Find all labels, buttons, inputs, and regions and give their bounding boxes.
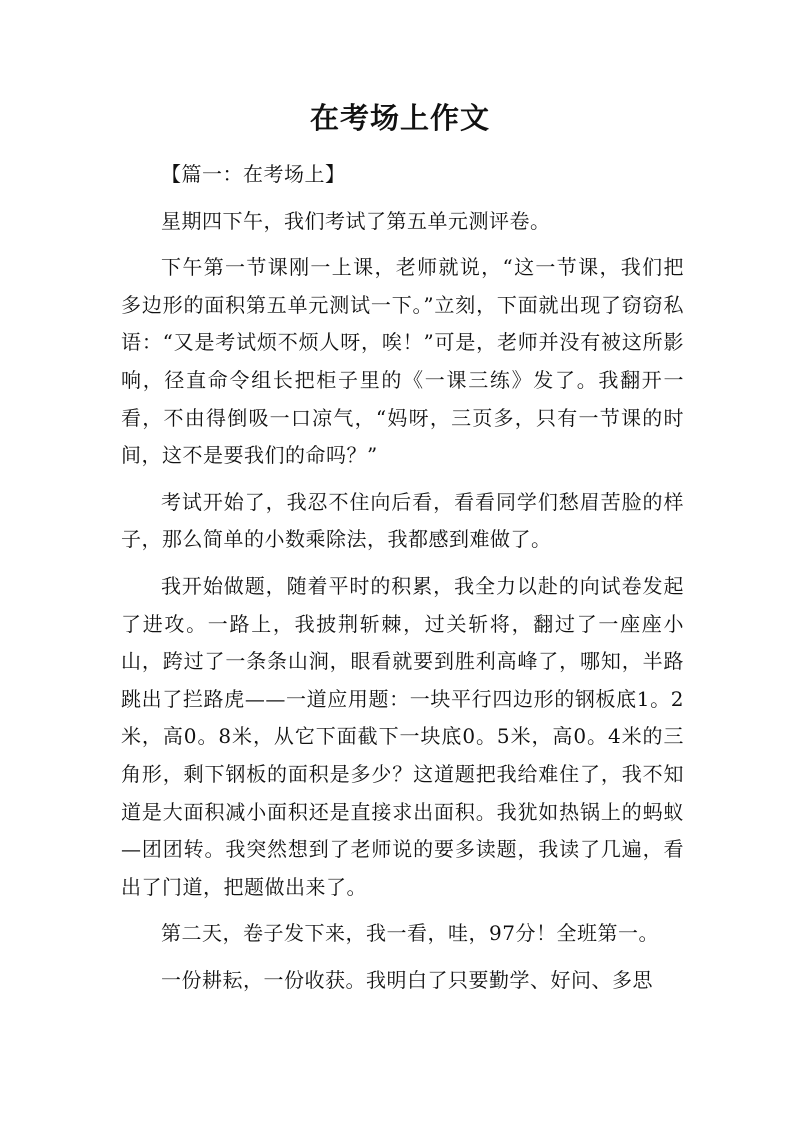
paragraph-6: 一份耕耘，一份收获。我明白了只要勤学、好问、多思 [161, 967, 653, 992]
paragraph-4: 我开始做题，随着平时的积累，我全力以赴的向试卷发起了进攻。一路上，我披荆斩棘，过关斩将，翻过了一座座小山，跨过了一条条山涧，眼看就要到胜利高峰了，哪知，半路跳出了拦路虎——一道应用题：一块平行四边形的钢板底1。2米，高0。8米，从它下面截下一块底0。5米，高0。4米的三角形，剩下钢板的面积是多少？这道题把我给难住了，我不知道是大面积减小面积还是直接求出面积。我犹如热锅上的蚂蚁—团团转。我突然想到了老师说的要多读题，我读了几遍，看出了门道，把题做出来了。 [121, 573, 684, 899]
paragraph-5: 第二天，卷子发下来，我一看，哇，97分！全班第一。 [161, 921, 659, 946]
paragraph-2: 下午第一节课刚一上课，老师就说，“这一节课，我们把多边形的面积第五单元测试一下。”立刻，下面就出现了窃窃私语：“又是考试烦不烦人呀，唉！”可是，老师并没有被这所影响，径直命令组长把柜子里的《一课三练》发了。我翻开一看，不由得倒吸一口凉气，“妈呀，三页多，只有一节课的时间，这不是要我们的命吗？” [121, 255, 684, 468]
paragraph-1: 星期四下午，我们考试了第五单元测评卷。 [161, 208, 551, 233]
paragraph-3: 考试开始了，我忍不住向后看，看看同学们愁眉苦脸的样子，那么简单的小数乘除法，我都感到难做了。 [121, 489, 684, 552]
document-body [121, 156, 684, 999]
section-label: 【篇一：在考场上】 [161, 162, 346, 186]
document-title: 在考场上作文 [309, 101, 490, 135]
